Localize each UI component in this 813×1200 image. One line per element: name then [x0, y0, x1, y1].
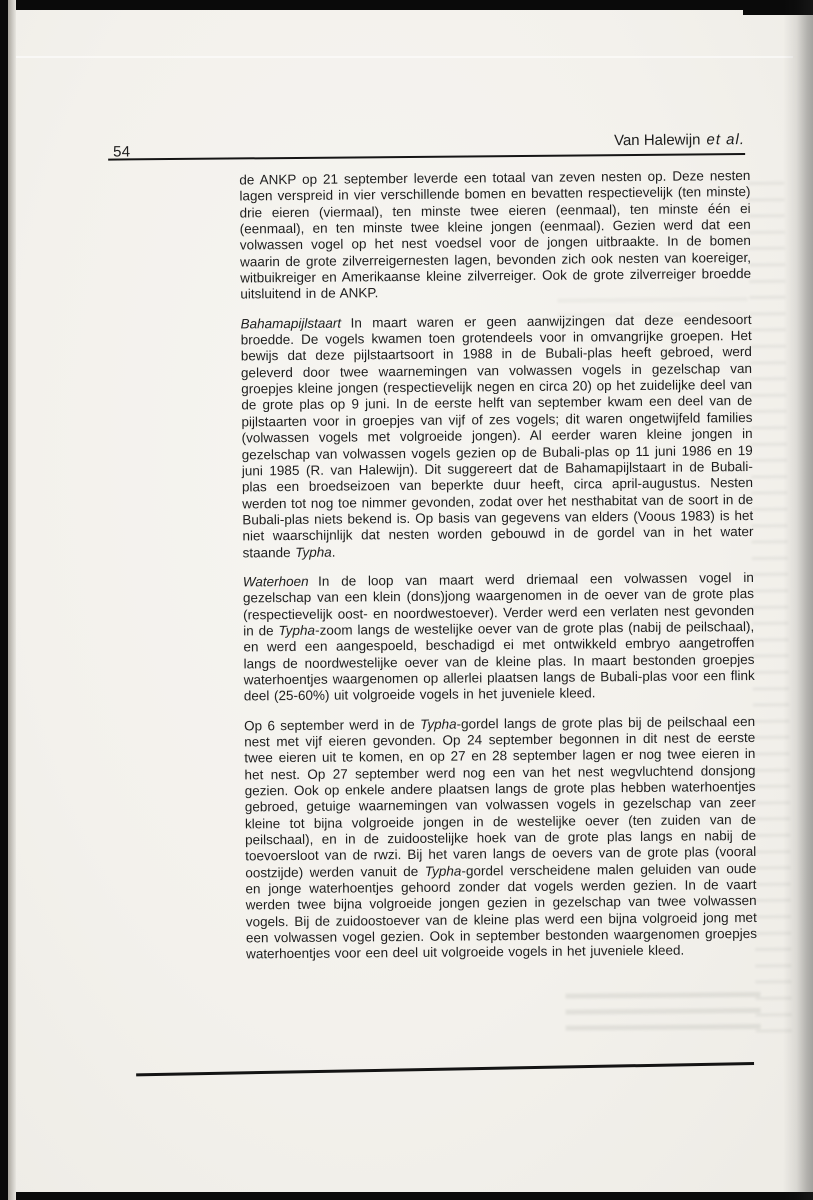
italic-term: Typha: [295, 544, 332, 560]
text-run: -gordel langs de grote plas bij de peilschaal een nest met vijf eieren gevonden. Op 24 september begonnen in dit nest de eerste twee eieren uit te komen, en op 27 en 28 september lagen er nog twee eieren in het nest. Op 27 september werd nog een van het nest wegvluchtend donsjong gezien. Ook op enkele andere plaatsen langs de grote plas hebben waterhoentjes gebroed, getuige waarnemingen van volwassen vogels in gezelschap van zeer kleine tot bijna volgroeide jongen in de westelijke oever (ten zuiden van de peilschaal), en in de zuidoostelijke hoek van de grote plas langs en nabij de toevoersloot van de rwzi. Bij het varen langs de oevers van de grote plas (vooral oostzijde) werden vanuit de: [244, 713, 757, 881]
text-run: Op 6 september werd in de: [244, 716, 421, 734]
text-run: In de loop van maart werd driemaal een volwassen vogel in gezelschap van een klein (dons)jong waargenomen in de oever van de grote plas (respectievelijk oost- en noordwestoever). Verder werd een verlaten nest gevonden in de: [242, 569, 755, 639]
running-head-author: Van Halewijn: [613, 131, 701, 150]
scan-edge-left: [0, 0, 8, 1200]
running-head: [614, 131, 745, 149]
bleed-through-artifact-below-text: [565, 992, 760, 1040]
page-number: 54: [113, 143, 131, 161]
paragraph-zilverreiger: [239, 168, 751, 303]
page-edge-right: [783, 0, 813, 1200]
body-text: [239, 168, 757, 976]
scan-edge-bottom: [0, 1192, 813, 1200]
paragraph-bahamapijlstaart: [241, 312, 754, 562]
text-run: In maart waren er geen aanwijzingen dat deze eendesoort broedde. De vogels kwamen toen grotendeels voor in omvangrijke groepen. Het bewijs dat deze pijlstaartsoort in 1988 in de Bubali-plas heeft gebroed, werd geleverd door twee waarnemingen van volwassen vogels in gezelschap van groepjes kleine jongen (respectievelijk negen en circa 20) op het zuidelijke deel van de grote plas op 9 juni. In de eerste helft van september kwam een deel van de pijlstaarten voor in groepjes van vijf of zes vogels; dit waren ongetwijfeld families (volwassen vogels met volgroeide jongen). Al eerder waren kleine jongen in gezelschap van volwassen vogels gezien op de Bubali-plas op 11 juni 1986 en 19 juni 1985 (R. van Halewijn). Dit suggereert dat de Bahamapijlstaart in de Bubali-plas een broedseizoen van beperkte duur heeft, circa april-augustus. Nesten werden tot nog toe nimmer gevonden, zodat over het nesthabitat van de soort in de Bubali-plas niets bekend is. Op basis van gegevens van elders (Voous 1983) is het niet waarschijnlijk dat nesten worden gebouwd in de gordel van in het water staande: [240, 311, 754, 560]
italic-term: Typha: [278, 622, 316, 639]
scan-edge-top: [0, 0, 813, 10]
text-run: -gordel verscheidene malen geluiden van oude en jonge waterhoentjes gehoord zonder dat vogels werden gezien. In de vaart werden twee bijna volgroeide jongen gezien in gezelschap van twee volwassen vogels. Bij de zuidoostoever van de kleine plas werd een bijna volgroeid jong met een volwassen vogel gezien. Ook in september bestonden waargenomen groepjes waterhoentjes voor een deel uit volgroeide vogels in het juveniele kleed.: [245, 860, 757, 962]
italic-term: Typha: [420, 716, 457, 732]
footer-rule: [136, 1062, 754, 1076]
page-gutter-shadow: [8, 0, 16, 1200]
species-run-in-heading: Waterhoen: [242, 573, 309, 590]
running-head-etal: et al.: [706, 131, 746, 149]
text-run: .: [331, 544, 336, 560]
italic-term: Typha: [424, 863, 462, 879]
text-run: -zoom langs de westelijke oever van de grote plas (nabij de peilschaal), en werd een aangespoeld, beschadigd ei met ontwikkeld embryo aangetroffen langs de noordwestelijke oever van de kleine plas. In maart bestonden groepjes waterhoentjes waargenomen op allerlei plaatsen langs de Bubali-plas voor een flink deel (25-60%) uit volgroeide vogels in het juveniele kleed.: [243, 618, 755, 704]
paragraph-waterhoen-1: [243, 570, 755, 705]
text-run: de ANKP op 21 september leverde een totaal van zeven nesten op. Deze nesten lagen verspreid in vier verschillende bomen en bevatten respectievelijk (ten minste) drie eieren (viermaal), ten minste twee eieren (eenmaal), ten minste één ei (eenmaal), en ten minste twee kleine jongen (eenmaal). Gezien werd dat een volwassen vogel op het nest voedsel voor de jongen uitbraakte. In de bomen waarin de grote zilverreigernesten lagen, bevonden zich ook nesten van koereiger, witbuikreiger en Amerikaanse kleine zilverreiger. Ook de grote zilverreiger broedde uitsluitend in de ANKP.: [239, 167, 752, 302]
header-rule: [108, 153, 745, 161]
species-run-in-heading: Bahamapijlstaart: [240, 315, 342, 332]
paragraph-waterhoen-2: [244, 714, 757, 964]
